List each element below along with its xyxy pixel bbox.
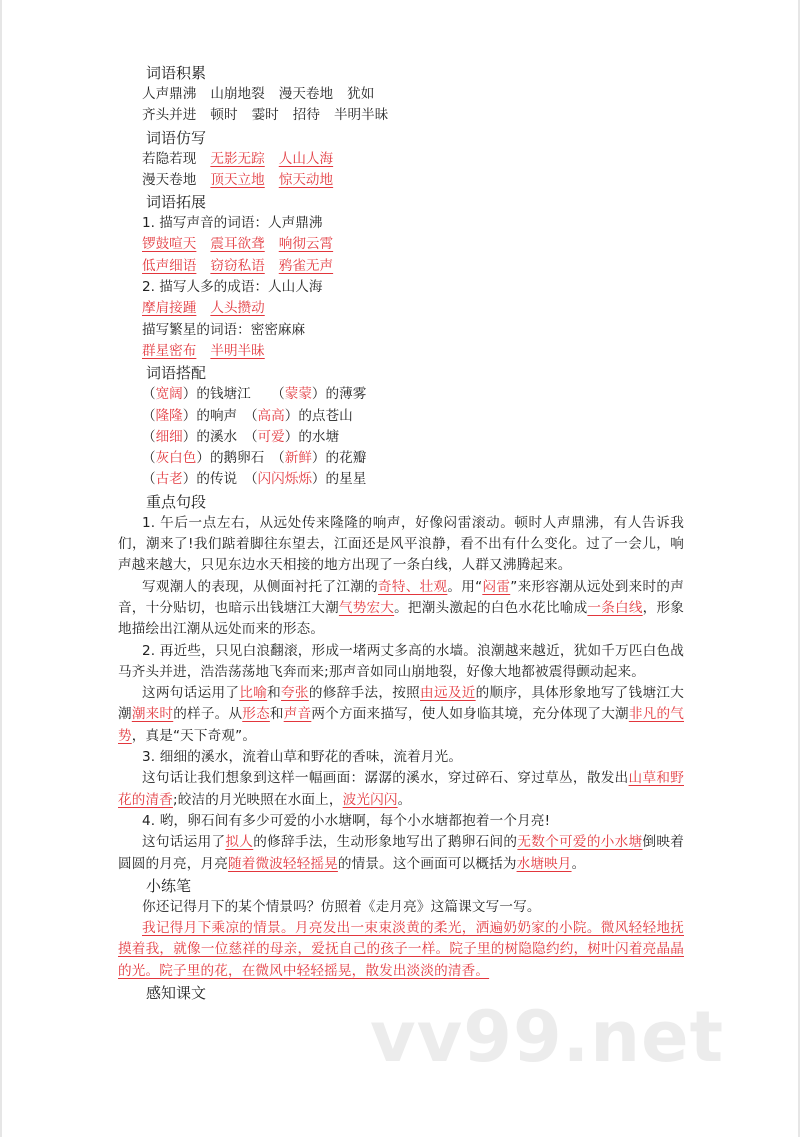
word-line xyxy=(118,170,684,191)
text-segment: ”来形容潮从远处到来时的声音，十分贴切，也暗示出钱塘江大潮 xyxy=(118,578,684,616)
text-segment: 。 xyxy=(571,855,586,872)
answer-text: 隆隆 xyxy=(155,407,183,424)
text-segment: 2. 描写人多的成语：人山人海 xyxy=(142,279,323,296)
text-segment: 感知课文 xyxy=(146,983,207,1002)
answer-text: 山草和野花的清香 xyxy=(118,770,684,808)
word-line xyxy=(118,448,684,469)
text-segment: 漫天卷地 xyxy=(142,171,197,188)
text-segment: 描写繁星的词语：密密麻麻 xyxy=(142,321,306,338)
text-segment: ）的点苍山 xyxy=(284,407,353,424)
paragraph xyxy=(118,747,684,768)
text-segment: 重点句段 xyxy=(146,492,207,511)
text-segment: 1. 午后一点左右，从远处传来隆隆的响声，好像闷雷滚动。顿时人声鼎沸，有人告诉我们，潮来了!我们踮着脚往东望去，江面还是风平浪静，看不出有什么变化。过了一会儿，响声越来越大，只见东边水天相接的地方出现了一条白线，人群又沸腾起来。 xyxy=(118,514,684,574)
word-line xyxy=(118,427,684,448)
answer-text: 低声细语 xyxy=(142,257,197,274)
word-line xyxy=(118,469,684,490)
section-heading xyxy=(118,491,684,513)
text-segment: ）的溪水 （ xyxy=(182,428,258,445)
word-line xyxy=(118,384,684,405)
text-segment: 4. 哟，卵石间有多少可爱的小水塘啊，每个小水塘都抱着一个月亮! xyxy=(142,812,551,829)
text-segment: 的顺序，具体形象地写了钱塘江大潮 xyxy=(118,685,684,723)
word-line xyxy=(118,84,684,105)
text-segment: （ xyxy=(142,450,156,467)
paragraph xyxy=(118,641,684,684)
text-segment: 齐头并进 xyxy=(142,107,197,124)
text-segment: 招待 xyxy=(292,107,320,124)
word-line xyxy=(118,406,684,427)
answer-text: 顶天立地 xyxy=(210,171,265,188)
text-segment: 。用“ xyxy=(447,578,483,595)
answer-text: 震耳欲聋 xyxy=(210,236,265,253)
paragraph xyxy=(118,811,684,832)
answer-text: 无数个可爱的小水塘 xyxy=(517,834,643,851)
section-heading xyxy=(118,62,684,84)
answer-text: 非凡的气势 xyxy=(118,706,685,744)
text-segment: 半明半昧 xyxy=(333,107,389,124)
answer-text: 高高 xyxy=(257,407,285,424)
answer-text: 人头攒动 xyxy=(210,300,265,317)
text-segment: 的修辞手法，生动形象地写出了鹅卵石间的 xyxy=(253,834,518,851)
paragraph xyxy=(118,513,684,577)
paragraph xyxy=(118,768,684,811)
answer-text: 闪闪烁烁 xyxy=(257,471,312,488)
answer-text: 奇特、壮观 xyxy=(377,578,448,595)
answer-text: 比喻 xyxy=(239,685,268,702)
text-segment: 这句话让我们想象到这样一幅画面：潺潺的溪水，穿过碎石、穿过草丛，散发出 xyxy=(142,770,629,787)
text-segment: 这句话运用了 xyxy=(142,834,226,851)
word-line xyxy=(118,341,684,362)
text-segment: ）的传说 （ xyxy=(182,471,258,488)
answer-text: 闷雷 xyxy=(482,578,511,595)
text-segment: 山崩地裂 xyxy=(210,86,265,102)
text-segment: 1. 描写声音的词语：人声鼎沸 xyxy=(142,215,323,232)
text-segment: 词语积累 xyxy=(146,64,207,82)
section-heading xyxy=(118,127,684,149)
text-segment: 倒映着圆圆的月亮，月亮 xyxy=(118,834,684,872)
answer-text: 惊天动地 xyxy=(278,171,334,188)
text-segment: ，真是“天下奇观”。 xyxy=(131,727,257,744)
answer-text: 响彻云霄 xyxy=(278,236,334,253)
answer-text: 新鲜 xyxy=(284,450,312,467)
text-segment: 人声鼎沸 xyxy=(142,86,197,102)
text-segment: 2. 再近些，只见白浪翻滚，形成一堵两丈多高的水墙。浪潮越来越近，犹如千万匹白色战马齐头并进，浩浩荡荡地飞奔而来;那声音如同山崩地裂，好像大地都被震得颤动起来。 xyxy=(118,642,684,680)
word-line xyxy=(118,213,684,234)
text-segment: 的修辞手法，按照 xyxy=(308,685,421,702)
answer-text: 宽阔 xyxy=(155,386,183,403)
paragraph xyxy=(118,832,684,875)
text-segment: 霎时 xyxy=(251,107,279,124)
word-line xyxy=(118,256,684,277)
text-segment: ）的星星 xyxy=(311,471,367,488)
text-segment: 和 xyxy=(269,706,284,723)
text-segment: 犹如 xyxy=(347,86,375,102)
answer-text: 一条白线 xyxy=(587,599,643,616)
text-segment: 写观潮人的表现，从侧面衬托了江潮的 xyxy=(142,578,378,595)
text-segment: ）的薄雾 xyxy=(311,386,367,403)
answer-text: 蒙蒙 xyxy=(284,386,312,403)
answer-text: 水塘映月 xyxy=(516,855,572,872)
answer-text: 摩肩接踵 xyxy=(142,300,197,317)
answer-text: 波光闪闪 xyxy=(342,791,398,808)
answer-text: 拟人 xyxy=(225,834,254,851)
answer-text: 人山人海 xyxy=(278,150,334,167)
answer-text: 古老 xyxy=(155,471,183,488)
text-segment: 顿时 xyxy=(210,107,238,124)
text-segment: （ xyxy=(142,407,156,424)
answer-text: 无影无踪 xyxy=(210,150,265,167)
answer-text: 灰白色 xyxy=(155,450,197,467)
text-segment: （ xyxy=(142,428,156,445)
text-segment: 小练笔 xyxy=(146,876,192,895)
answer-text: 潮来时 xyxy=(131,706,174,723)
paragraph xyxy=(118,577,684,641)
answer-text: 随着微波轻轻摇晃 xyxy=(227,855,338,872)
answer-text: 声音 xyxy=(283,706,312,723)
text-segment: 词语搭配 xyxy=(146,364,207,383)
text-segment: （ xyxy=(142,471,156,488)
section-heading xyxy=(118,875,684,897)
text-segment: 漫天卷地 xyxy=(278,86,334,102)
text-segment: 。 xyxy=(397,791,412,808)
word-line xyxy=(118,320,684,341)
answer-text: 由远及近 xyxy=(420,685,476,702)
paragraph xyxy=(118,683,684,747)
paragraph xyxy=(118,897,684,918)
answer-text: 锣鼓喧天 xyxy=(142,236,197,253)
answer-text: 我记得月下乘凉的情景。月亮发出一束束淡黄的柔光，洒遍奶奶家的小院。微风轻轻地抚摸着我，就像一位慈祥的母亲，爱抚自己的孩子一样。院子里的树隐隐约约，树叶闪着亮晶晶的光。院子里的花，在微风中轻轻摇晃，散发出淡淡的清香。 xyxy=(118,920,684,979)
watermark: vv99.net xyxy=(370,996,725,1078)
text-segment: （ xyxy=(142,386,156,403)
answer-text: 可爱 xyxy=(257,428,285,445)
document-content xyxy=(118,62,684,1004)
text-segment: 若隐若现 xyxy=(142,150,197,167)
text-segment: 两个方面来描写，使人如身临其境，充分体现了大潮 xyxy=(311,706,629,723)
text-segment: ）的响声 （ xyxy=(182,407,258,424)
text-segment: ，形象地描绘出江潮从远处而来的形态。 xyxy=(118,599,684,638)
answer-text: 窃窃私语 xyxy=(210,257,265,274)
text-segment: ）的花瓣 xyxy=(311,450,367,467)
text-segment: 3. 细细的溪水，流着山草和野花的香味，流着月光。 xyxy=(142,749,463,766)
text-segment: 的样子。从 xyxy=(173,706,243,723)
text-segment: 你还记得月下的某个情景吗？仿照着《走月亮》这篇课文写一写。 xyxy=(142,898,541,915)
answer-text: 半明半昧 xyxy=(210,342,265,359)
text-segment: ）的水塘 xyxy=(284,428,340,445)
answer-text: 细细 xyxy=(155,428,183,445)
answer-text: 鸦雀无声 xyxy=(278,257,334,274)
text-segment: 。把潮头激起的白色水花比喻成 xyxy=(394,599,588,616)
word-line xyxy=(118,149,684,170)
text-segment: 和 xyxy=(267,685,282,702)
text-segment: 词语拓展 xyxy=(146,193,207,212)
word-line xyxy=(118,105,684,126)
text-segment: ;皎洁的月光映照在水面上， xyxy=(172,791,343,808)
paragraph xyxy=(118,918,684,982)
word-line xyxy=(118,298,684,319)
text-segment: 词语仿写 xyxy=(146,128,207,147)
answer-text: 形态 xyxy=(242,706,270,723)
answer-text: 群星密布 xyxy=(142,342,197,359)
section-heading xyxy=(118,362,684,384)
text-segment: 的情景。这个画面可以概括为 xyxy=(337,855,517,872)
answer-text: 气势宏大 xyxy=(338,599,395,616)
word-line xyxy=(118,277,684,298)
word-line xyxy=(118,234,684,255)
text-segment: ）的钱塘江 （ xyxy=(182,386,285,403)
text-segment: 这两句话运用了 xyxy=(142,685,240,702)
text-segment: ）的鹅卵石 （ xyxy=(196,450,285,467)
section-heading xyxy=(118,191,684,213)
answer-text: 夸张 xyxy=(281,685,309,702)
